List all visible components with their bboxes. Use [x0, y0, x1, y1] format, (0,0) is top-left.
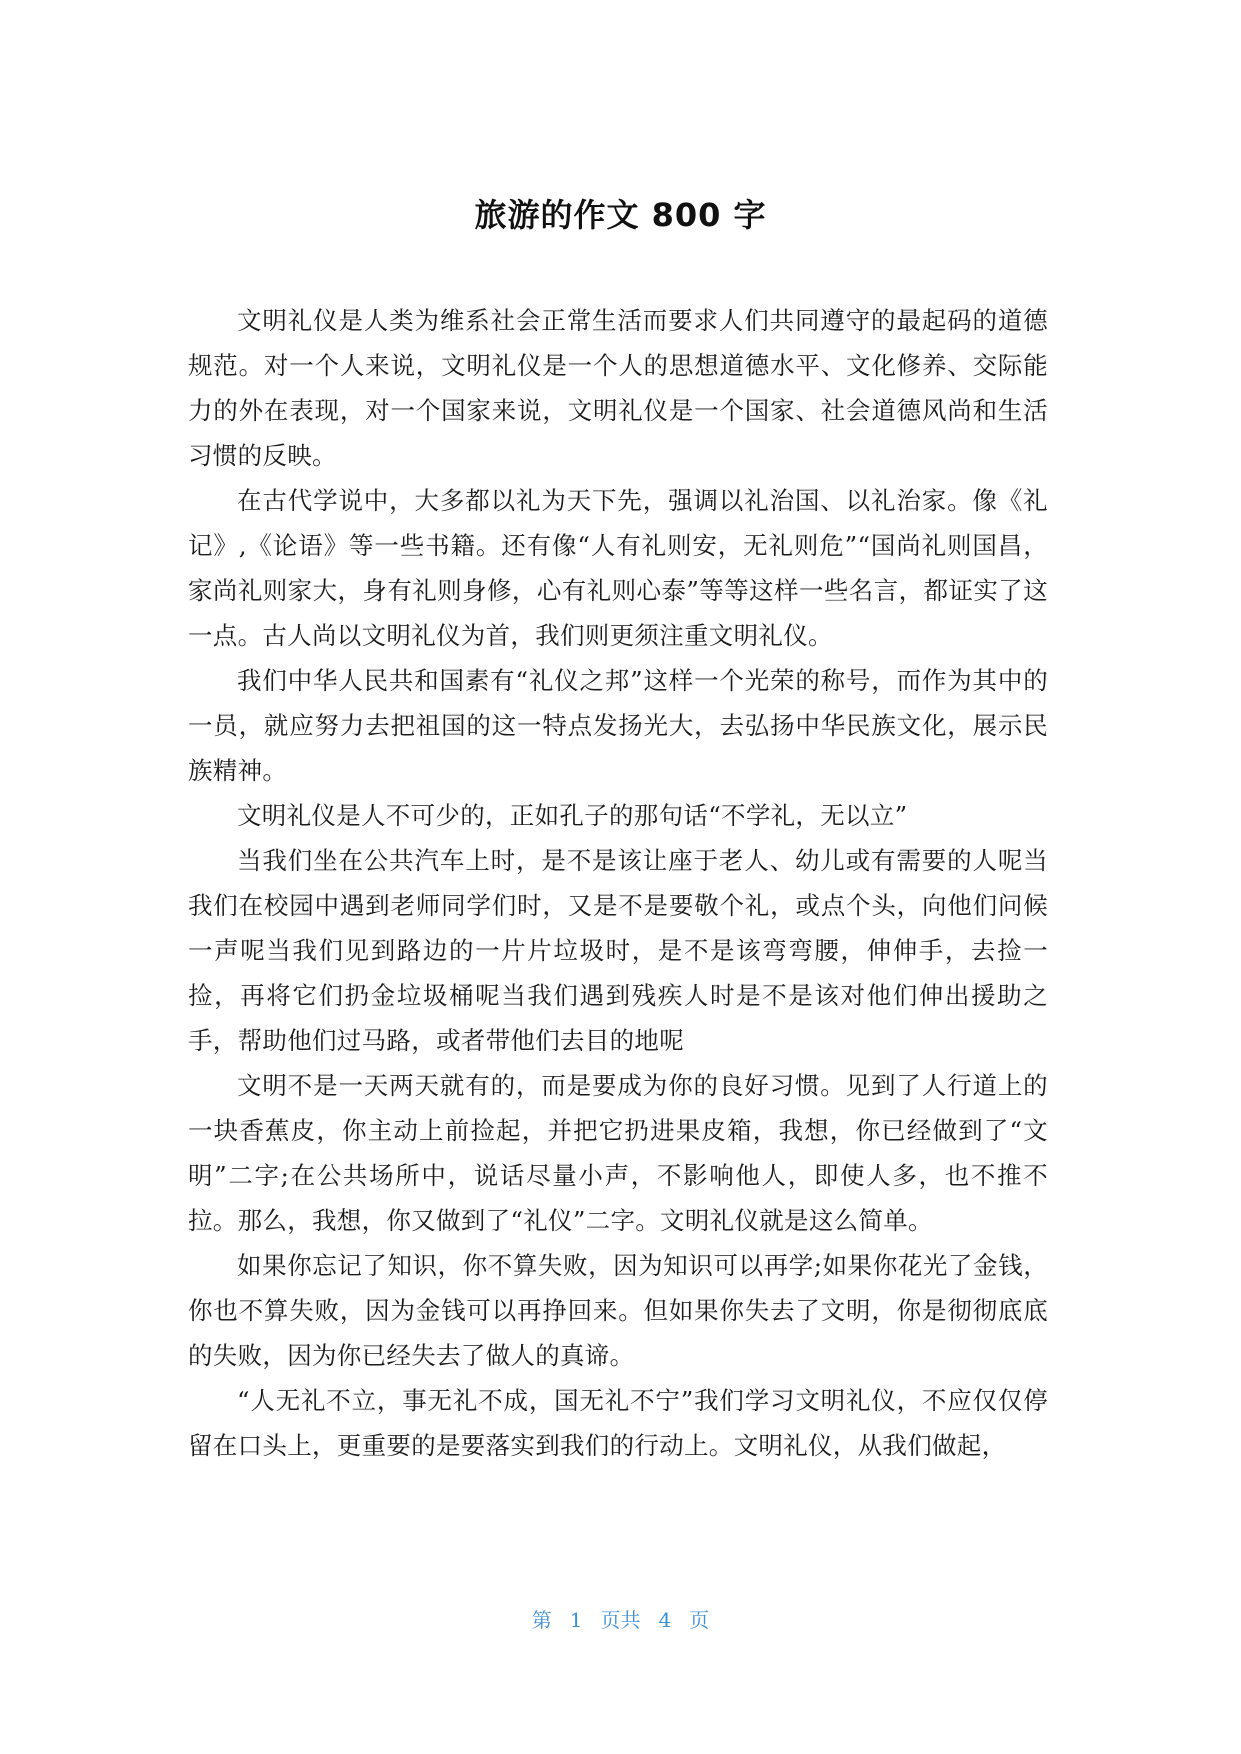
total-pages-number: 4 [658, 1608, 672, 1632]
paragraph: 文明礼仪是人类为维系社会正常生活而要求人们共同遵守的最起码的道德规范。对一个人来说，文明礼仪是一个人的思想道德水平、文化修养、交际能力的外在表现，对一个国家来说，文明礼仪是一个国家、社会道德风尚和生活习惯的反映。 [188, 306, 1048, 470]
paragraph: 我们中华人民共和国素有“礼仪之邦”这样一个光荣的称号，而作为其中的一员，就应努力去把祖国的这一特点发扬光大，去弘扬中华民族文化，展示民族精神。 [188, 666, 1048, 785]
paragraph: 文明不是一天两天就有的，而是要成为你的良好习惯。见到了人行道上的一块香蕉皮，你主动上前捡起，并把它扔进果皮箱，我想，你已经做到了“文明”二字;在公共场所中，说话尽量小声，不影响他人，即使人多，也不推不拉。那么，我想，你又做到了“礼仪”二字。文明礼仪就是这么简单。 [188, 1071, 1048, 1235]
paragraph: 当我们坐在公共汽车上时，是不是该让座于老人、幼儿或有需要的人呢当我们在校园中遇到老师同学们时，又是不是要敬个礼，或点个头，向他们问候一声呢当我们见到路边的一片片垃圾时，是不是该弯弯腰，伸伸手，去捡一捡，再将它们扔金垃圾桶呢当我们遇到残疾人时是不是该对他们伸出援助之手，帮助他们过马路，或者带他们去目的地呢 [188, 846, 1048, 1055]
paragraph: 在古代学说中，大多都以礼为天下先，强调以礼治国、以礼治家。像《礼记》,《论语》等一些书籍。还有像“人有礼则安，无礼则危”“国尚礼则国昌，家尚礼则家大，身有礼则身修，心有礼则心泰”等等这样一些名言，都证实了这一点。古人尚以文明礼仪为首，我们则更须注重文明礼仪。 [188, 486, 1048, 650]
paragraph: 文明礼仪是人不可少的，正如孔子的那句话“不学礼，无以立” [237, 801, 908, 830]
current-page-number: 1 [569, 1608, 583, 1632]
footer-suffix: 页 [689, 1608, 710, 1632]
paragraph: “人无礼不立，事无礼不成，国无礼不宁”我们学习文明礼仪，不应仅仅停留在口头上，更重要的是要落实到我们的行动上。文明礼仪，从我们做起， [188, 1386, 1048, 1460]
footer-middle: 页共 [600, 1608, 641, 1632]
document-title: 旅游的作文 800 字 [474, 196, 767, 234]
document-body [188, 298, 1048, 1468]
footer-prefix: 第 [531, 1608, 552, 1632]
paragraph: 如果你忘记了知识，你不算失败，因为知识可以再学;如果你花光了金钱，你也不算失败，因为金钱可以再挣回来。但如果你失去了文明，你是彻彻底底的失败，因为你已经失去了做人的真谛。 [188, 1251, 1048, 1370]
page-footer [0, 1604, 1241, 1633]
